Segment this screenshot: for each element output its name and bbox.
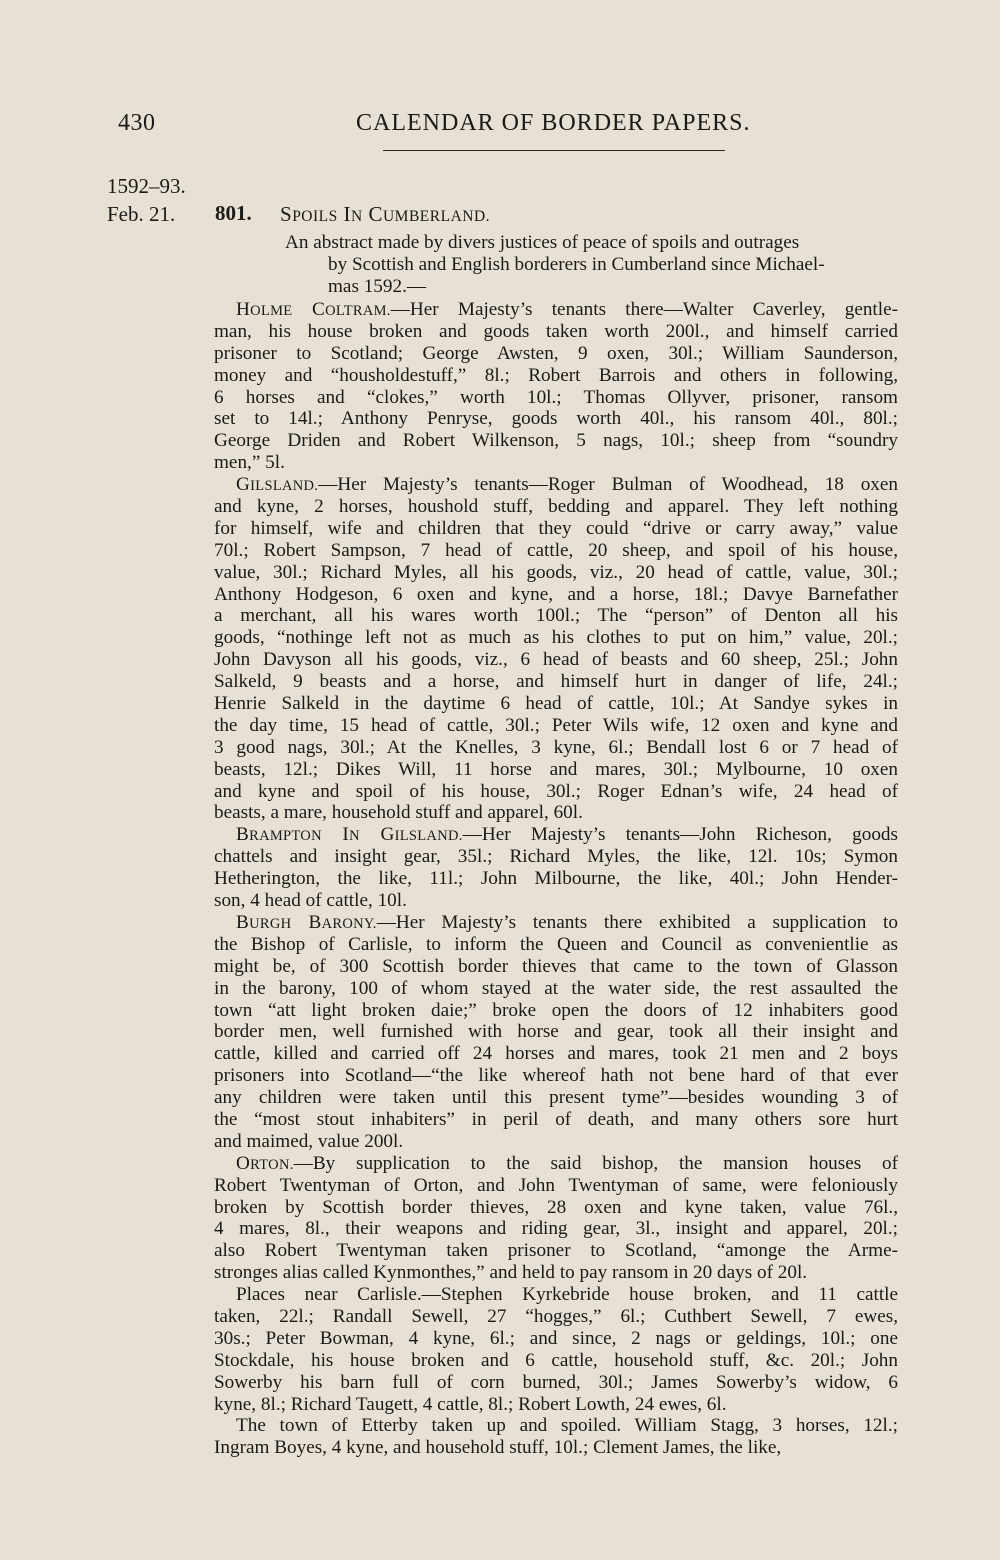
line-text: 3 good nags, 30l.; At the Knelles, 3 kyne, 6l.; Bendall lost 6 or 7 head of [214,736,898,758]
page-header [118,110,898,144]
line-text: The town of Etterby taken up and spoiled. William Stagg, 3 horses, 12l.; [236,1415,898,1437]
text-line [214,474,898,496]
body-paragraph [214,1415,898,1459]
text-line [214,299,898,321]
text-line [214,1000,898,1022]
text-line [214,1240,898,1262]
text-line [214,715,898,737]
text-line [214,781,898,803]
line-text: Sowerby his barn full of corn burned, 30l.; James Sowerby’s widow, 6 [214,1371,898,1393]
line-text: beasts, 12l.; Dikes Will, 11 horse and mares, 30l.; Mylbourne, 10 oxen [214,758,898,780]
line-text: kyne, 8l.; Richard Taugett, 4 cattle, 8l.; Robert Lowth, 24 ewes, 6l. [214,1393,727,1415]
line-text: Places near Carlisle.—Stephen Kyrkebride house broken, and 11 cattle [236,1284,898,1306]
text-line [214,1350,898,1372]
line-text: might be, of 300 Scottish border thieves that came to the town of Glasson [214,955,898,977]
body-paragraph [214,1153,898,1284]
text-line [214,934,898,956]
body-paragraph [214,474,898,824]
line-text: border men, well furnished with horse and gear, took all their insight and [214,1021,898,1043]
text-line [214,671,898,693]
line-text: and kyne, 2 horses, houshold stuff, bedding and apparel. They left nothing [214,496,898,518]
text-line [214,584,898,606]
text-line [214,1175,898,1197]
line-text: set to 14l.; Anthony Penryse, goods worth 40l., his ransom 40l., 80l.; [214,408,898,430]
line-text: value, 30l.; Richard Myles, all his goods, viz., 20 head of cattle, value, 30l.; [214,561,898,583]
text-line [214,846,898,868]
text-line [214,627,898,649]
text-line [214,1284,898,1306]
line-text: Ingram Boyes, 4 kyne, and household stuff, 10l.; Clement James, the like, [214,1437,782,1459]
line-text: prisoners into Scotland—“the like whereof hath not bene hard of that ever [214,1065,898,1087]
line-text: —Her Majesty’s tenants—John Richeson, goods [462,824,898,846]
text-line [214,387,898,409]
running-title: CALENDAR OF BORDER PAPERS. [356,110,751,136]
line-text: 6 horses and “clokes,” worth 10l.; Thomas Ollyver, prisoner, ransom [214,386,898,408]
text-line [214,496,898,518]
place-heading: ORTON. [236,1152,294,1174]
text-line [214,1043,898,1065]
line-text: a merchant, all his wares worth 100l.; The “person” of Denton all his [214,605,898,627]
text-line [214,737,898,759]
abstract-line: mas 1592.— [328,276,427,297]
text-line [214,693,898,715]
header-rule [383,150,725,151]
place-heading: HOLME COLTRAM. [236,299,391,320]
line-text: Anthony Hodgeson, 6 oxen and kyne, and a horse, 18l.; Davye Barnefather [214,583,898,605]
entry-body [214,299,898,1459]
line-text: chattels and insight gear, 35l.; Richard Myles, the like, 12l. 10s; Symon [214,846,898,868]
text-line [214,518,898,540]
body-paragraph [214,824,898,912]
line-text: for himself, wife and children that they could “drive or carry away,” value [214,517,898,539]
line-text: the day time, 15 head of cattle, 30l.; Peter Wils wife, 12 oxen and kyne and [214,714,898,736]
line-text: Salkeld, 9 beasts and a horse, and himself hurt in danger of life, 24l.; [214,671,898,693]
text-line [214,1372,898,1394]
line-text: broken by Scottish border thieves, 28 oxen and kyne taken, value 76l., [214,1196,898,1218]
text-line [214,1394,898,1416]
abstract-line: by Scottish and English borderers in Cumberland since Michael- [328,254,825,275]
line-text: —Her Majesty’s tenants there exhibited a supplication to [376,911,898,933]
line-text: cattle, killed and carried off 24 horses and mares, took 21 men and 2 boys [214,1043,898,1065]
body-paragraph [214,912,898,1153]
line-text: money and “housholdestuff,” 8l.; Robert Barrois and others in following, [214,364,898,386]
line-text: Henrie Salkeld in the daytime 6 head of cattle, 10l.; At Sandye sykes in [214,693,898,715]
line-text: any children were taken until this present tyme”—besides wounding 3 of [214,1087,898,1109]
text-line [214,1153,898,1175]
line-text: Hetherington, the like, 11l.; John Milbourne, the like, 40l.; John Hender- [214,868,898,890]
line-text: the Bishop of Carlisle, to inform the Queen and Council as convenientlie as [214,933,898,955]
entry-date-day: Feb. 21. [107,202,176,226]
line-text: —By supplication to the said bishop, the mansion houses of [293,1152,898,1174]
text-line [214,649,898,671]
place-heading: GILSLAND. [236,474,319,496]
text-line [214,408,898,430]
line-text: goods, “nothinge left not as much as his clothes to put on him,” value, 20l.; [214,627,898,649]
text-line [214,1262,898,1284]
line-text: 4 mares, 8l., their weapons and riding gear, 3l., insight and apparel, 20l.; [214,1218,898,1240]
line-text: son, 4 head of cattle, 10l. [214,890,407,912]
text-line [214,1131,898,1153]
text-line [214,1437,898,1459]
line-text: the “most stout inhabiters” in peril of death, and many others sore hurt [214,1108,898,1130]
line-text: John Davyson all his goods, viz., 6 head of beasts and 60 sheep, 25l.; John [214,649,898,671]
text-line [214,802,898,824]
text-line [214,759,898,781]
text-line [214,1328,898,1350]
line-text: also Robert Twentyman taken prisoner to Scotland, “amonge the Arme- [214,1240,898,1262]
text-line [214,1065,898,1087]
entry-number: 801. [215,201,252,225]
text-line [214,605,898,627]
page-number: 430 [118,110,156,136]
line-text: 70l.; Robert Sampson, 7 head of cattle, 20 sheep, and spoil of his house, [214,539,898,561]
body-paragraph [214,299,898,474]
text-line [214,540,898,562]
place-heading: BURGH BARONY. [236,911,377,933]
text-line [214,890,898,912]
line-text: stronges alias called Kynmonthes,” and held to pay ransom in 20 days of 20l. [214,1262,808,1284]
line-text: —Her Majesty’s tenants—Roger Bulman of Woodhead, 18 oxen [318,474,898,496]
line-text: and kyne and spoil of his house, 30l.; Roger Ednan’s wife, 24 head of [214,780,898,802]
line-text: town “att light broken daie;” broke open the doors of 12 inhabiters good [214,999,898,1021]
text-line [214,562,898,584]
line-text: in the barony, 100 of whom stayed at the water side, the rest assaulted the [214,977,898,999]
text-line [214,1218,898,1240]
text-line [214,1306,898,1328]
entry-title: SPOILS IN CUMBERLAND. [280,202,491,226]
line-text: 30s.; Peter Bowman, 4 kyne, 6l.; and since, 2 nags or geldings, 10l.; one [214,1327,898,1349]
text-line [214,1415,898,1437]
text-line [214,978,898,1000]
text-line [214,912,898,934]
text-line [214,824,898,846]
text-line [214,1021,898,1043]
text-line [214,343,898,365]
text-line [214,868,898,890]
text-line [214,956,898,978]
line-text: —Her Majesty’s tenants there—Walter Caverley, gentle- [390,299,898,320]
entry-date-year: 1592–93. [107,174,186,198]
text-line [214,1087,898,1109]
text-line [214,452,898,474]
line-text: and maimed, value 200l. [214,1130,404,1152]
entry-abstract [285,232,897,298]
line-text: prisoner to Scotland; George Awsten, 9 oxen, 30l.; William Saunderson, [214,342,898,364]
line-text: Stockdale, his house broken and 6 cattle, household stuff, &c. 20l.; John [214,1349,898,1371]
abstract-line: An abstract made by divers justices of peace of spoils and outrages [285,232,800,253]
line-text: beasts, a mare, household stuff and apparel, 60l. [214,802,583,824]
text-line [214,430,898,452]
line-text: George Driden and Robert Wilkenson, 5 nags, 10l.; sheep from “soundry [214,430,898,452]
line-text: man, his house broken and goods taken worth 200l., and himself carried [214,320,898,342]
text-line [214,365,898,387]
line-text: Robert Twentyman of Orton, and John Twentyman of same, were feloniously [214,1174,898,1196]
body-paragraph [214,1284,898,1415]
text-line [214,321,898,343]
line-text: men,” 5l. [214,452,285,474]
text-line [214,1197,898,1219]
text-line [214,1109,898,1131]
line-text: taken, 22l.; Randall Sewell, 27 “hogges,” 6l.; Cuthbert Sewell, 7 ewes, [214,1305,898,1327]
place-heading: BRAMPTON IN GILSLAND. [236,824,463,846]
